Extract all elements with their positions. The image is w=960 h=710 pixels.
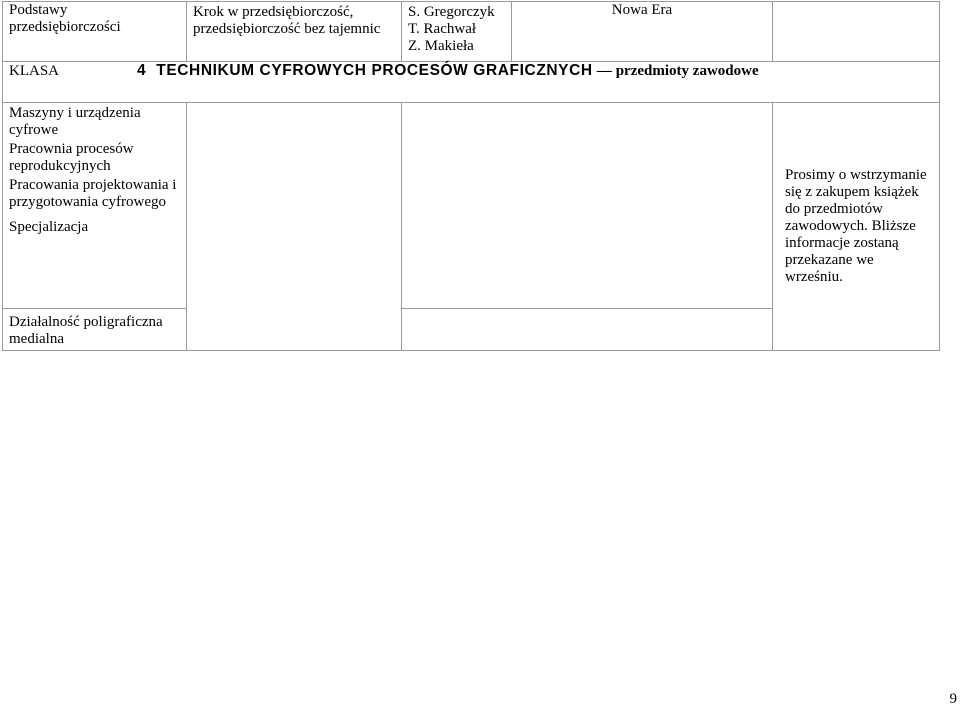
subject-item: Specjalizacja	[9, 219, 89, 235]
school-name: TECHNIKUM CYFROWYCH PROCESÓW GRAFICZNYCH	[156, 62, 593, 79]
book-title: Krok w przedsiębiorczość, przedsiębiorczość bez tajemnic	[193, 4, 381, 37]
heading-dash: —	[596, 63, 612, 79]
class-row	[3, 62, 940, 103]
class-number: 4	[137, 62, 147, 79]
subjects-cell	[3, 309, 187, 351]
author: S. Gregorczyk	[408, 4, 495, 20]
empty-cell	[402, 309, 773, 351]
subject-item: Maszyny i urządzenia cyfrowe	[9, 105, 141, 138]
empty-cell	[402, 103, 773, 309]
subjects-cell	[3, 103, 187, 309]
author: Z. Makieła	[408, 38, 474, 54]
subject-row	[3, 103, 940, 309]
empty-cell	[773, 2, 940, 62]
subject-name: Podstawy przedsiębiorczości	[9, 2, 121, 35]
subject-item: Pracownia procesów reprodukcyjnych	[9, 141, 134, 174]
note-text: Prosimy o wstrzymanie się z zakupem książek do przedmiotów zawodowych. Bliższe informacje zostaną przekazane we wrześniu.	[785, 167, 927, 285]
note-cell	[773, 103, 940, 351]
author: T. Rachwał	[408, 21, 477, 37]
page-number: 9	[949, 691, 957, 707]
publisher-cell	[512, 2, 773, 62]
class-label: KLASA	[9, 63, 60, 79]
empty-cell	[187, 103, 402, 351]
subject-item: Działalność poligraficzna medialna	[9, 314, 163, 347]
authors-cell	[402, 2, 512, 62]
book-list-table	[2, 1, 940, 351]
book-title-cell	[187, 2, 402, 62]
subject-item: Pracowania projektowania i przygotowania cyfrowego	[9, 177, 177, 210]
subject-cell	[3, 2, 187, 62]
header-row	[3, 2, 940, 62]
heading-suffix: przedmioty zawodowe	[615, 63, 759, 79]
publisher-name: Nowa Era	[611, 2, 673, 18]
class-heading	[3, 62, 940, 103]
